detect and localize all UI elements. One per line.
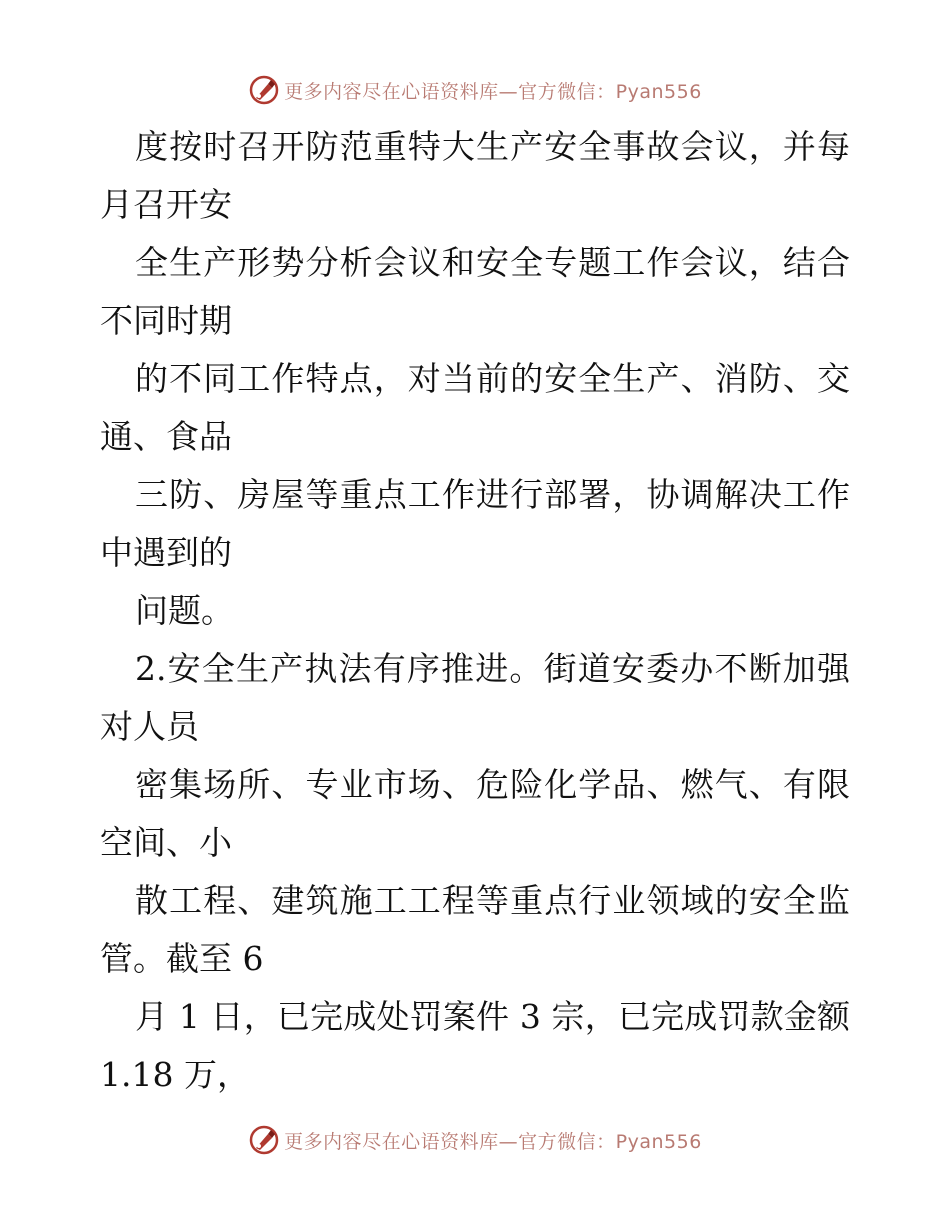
text-line: 度按时召开防范重特大生产安全事故会议，并每 bbox=[135, 127, 850, 166]
text-line: 月 1 日，已完成处罚案件 3 宗，已完成罚款金额 bbox=[135, 997, 850, 1036]
pen-seal-logo-icon bbox=[248, 1124, 280, 1156]
text-line: 不同时期 bbox=[100, 301, 232, 340]
text-line: 三防、房屋等重点工作进行部署，协调解决工作 bbox=[135, 475, 850, 514]
footer-banner-text: 更多内容尽在心语资料库—官方微信：Pyan556 bbox=[284, 1130, 702, 1153]
footer-banner bbox=[0, 1120, 950, 1160]
pen-seal-logo-icon bbox=[248, 74, 280, 106]
text-line: 1.18 万， bbox=[100, 1055, 250, 1094]
text-line: 通、食品 bbox=[100, 417, 232, 456]
text-line: 中遇到的 bbox=[100, 533, 232, 572]
text-line: 空间、小 bbox=[100, 823, 232, 862]
text-line: 问题。 bbox=[135, 591, 234, 630]
text-line: 对人员 bbox=[100, 707, 199, 746]
header-banner bbox=[0, 70, 950, 110]
text-line: 月召开安 bbox=[100, 185, 232, 224]
header-banner-text: 更多内容尽在心语资料库—官方微信：Pyan556 bbox=[284, 80, 702, 103]
text-line: 全生产形势分析会议和安全专题工作会议，结合 bbox=[135, 243, 850, 282]
text-line: 2.安全生产执法有序推进。街道安委办不断加强 bbox=[135, 649, 850, 688]
text-line: 密集场所、专业市场、危险化学品、燃气、有限 bbox=[135, 765, 850, 804]
text-line: 散工程、建筑施工工程等重点行业领域的安全监 bbox=[135, 881, 850, 920]
text-line: 管。截至 6 bbox=[100, 939, 264, 978]
text-line: 的不同工作特点，对当前的安全生产、消防、交 bbox=[135, 359, 850, 398]
